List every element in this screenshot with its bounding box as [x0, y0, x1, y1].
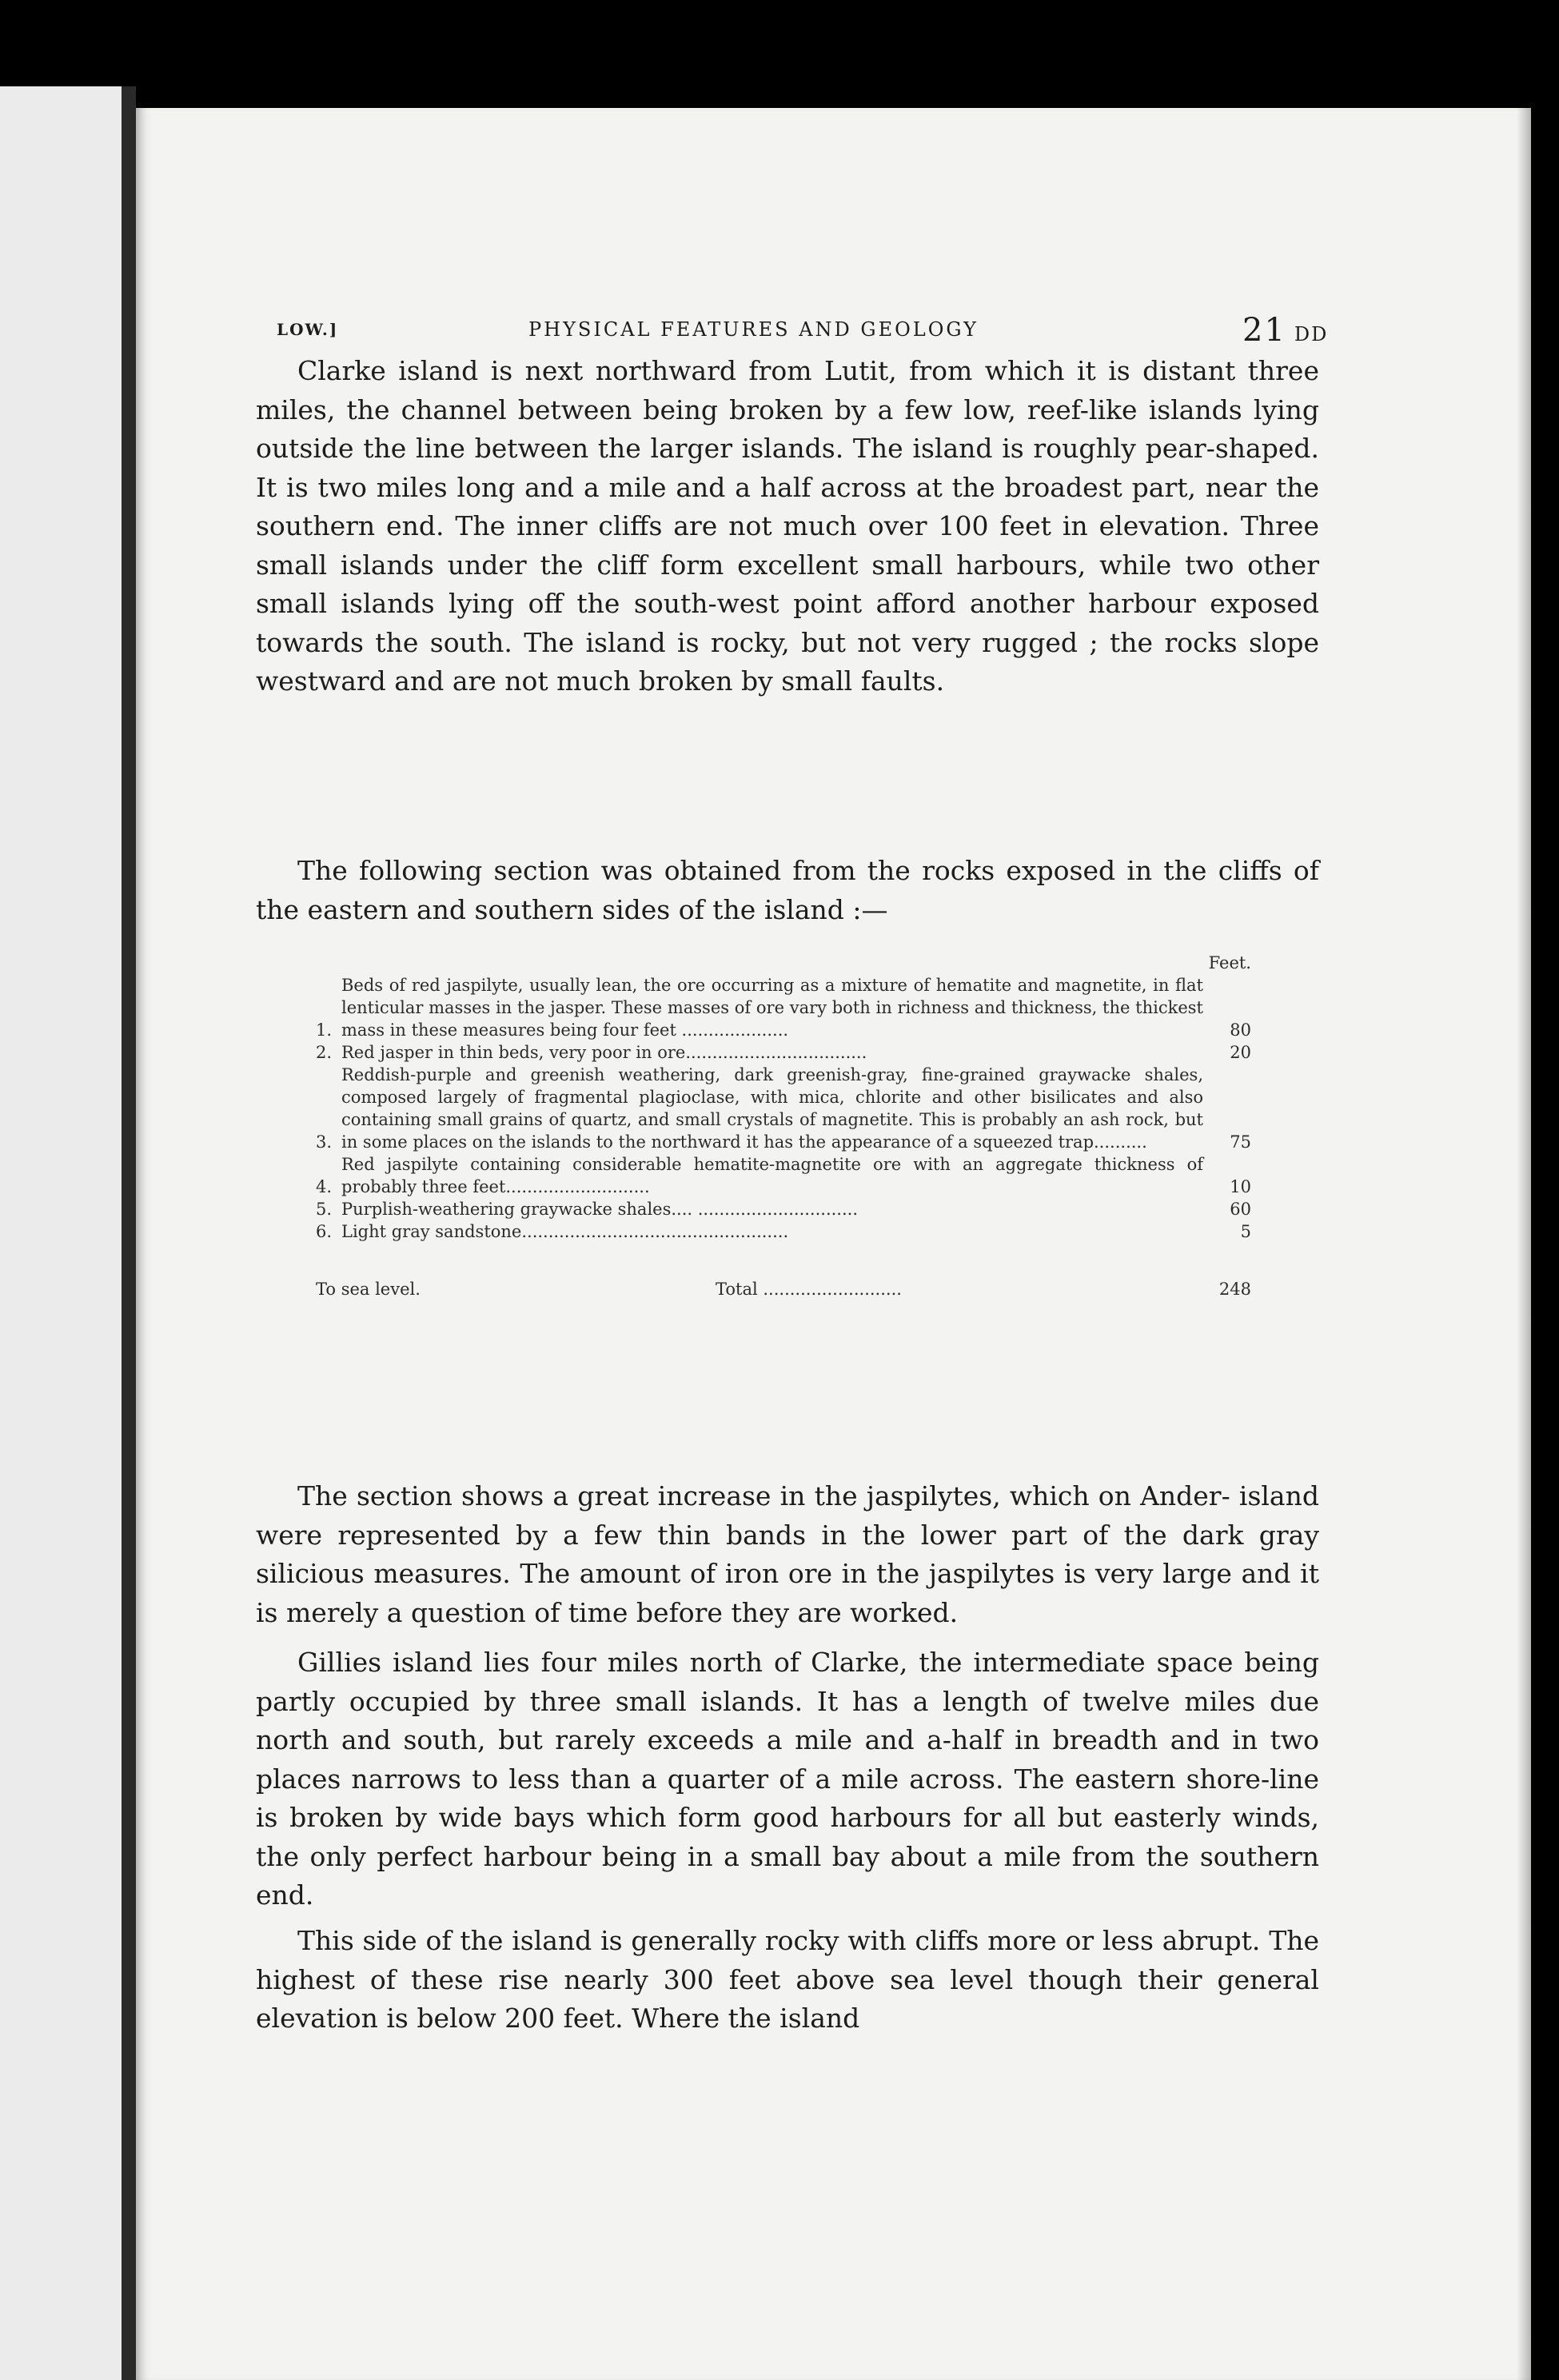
- row-description: Red jasper in thin beds, very poor in ore..................................: [341, 1043, 867, 1062]
- total-label: Total ..........................: [716, 1280, 902, 1299]
- row-feet: 60: [1230, 1200, 1251, 1219]
- row-description: Beds of red jaspilyte, usually lean, the ore occurring as a mixture of hematite and magnetite, in flat lenticular masses in the jasper. These masses of ore vary both in richness and thickness, the thickest mass in these measures being four feet ....................: [341, 976, 1203, 1040]
- paragraph-section-intro: The following section was obtained from the rocks exposed in the cliffs of the eastern and southern sides of the island :—: [256, 855, 1319, 925]
- row-feet: 20: [1230, 1043, 1251, 1062]
- section-row: [316, 1064, 1251, 1153]
- row-description: Reddish-purple and greenish weathering, dark greenish-gray, fine-grained graywacke shales, composed largely of fragmental plagioclase, with mica, chlorite and other bisilicates and also containing small grains of quartz, and small crystals of magnetite. This is probably an ash rock, but in some places on the islands to the northward it has the appearance of a squeezed trap..........: [341, 1065, 1203, 1152]
- paragraph-gillies-island: Gillies island lies four miles north of Clarke, the intermediate space being partly occupied by three small islands. It has a length of twelve miles due north and south, but rarely exceeds a mile and a-half in breadth and in two places narrows to less than a quarter of a mile across. The eastern shore-line is broken by wide bays which form good harbours for all but easterly winds, the only perfect harbour being in a small bay about a mile from the southern end.: [256, 1647, 1319, 1911]
- row-feet: 75: [1230, 1132, 1251, 1152]
- row-number: 3.: [316, 1132, 333, 1152]
- total-value: 248: [1218, 1280, 1251, 1299]
- row-description: Light gray sandstone..................................................: [341, 1222, 789, 1241]
- previous-page-edge: [0, 86, 122, 2380]
- section-row: [316, 1041, 1251, 1064]
- geologic-section-table: [316, 952, 1251, 1302]
- section-row: [316, 974, 1251, 1041]
- section-row: [316, 1220, 1251, 1243]
- paragraph-section-summary: The section shows a great increase in the jaspilytes, which on Ander- island were represented by a few thin bands in the lower part of the dark gray silicious measures. The amount of iron ore in the jaspilytes is very large and it is merely a question of time before they are worked.: [256, 1480, 1319, 1628]
- paragraph-clarke-island: Clarke island is next northward from Lutit, from which it is distant three miles, the channel between being broken by a few low, reef-like islands lying outside the line between the larger islands. The island is roughly pear-shaped. It is two miles long and a mile and a half across at the broadest part, near the southern end. The inner cliffs are not much over 100 feet in elevation. Three small islands under the cliff form excellent small harbours, while two other small islands lying off the south-west point afford another harbour exposed towards the south. The island is rocky, but not very rugged ; the rocks slope westward and are not much broken by small faults.: [256, 355, 1319, 697]
- page-gutter: [122, 86, 136, 2380]
- section-spacer: [316, 1243, 1251, 1278]
- header-author: LOW.]: [277, 320, 339, 339]
- section-total-row: [316, 1278, 1251, 1302]
- row-description: Purplish-weathering graywacke shales.... ..............................: [341, 1200, 859, 1219]
- row-number: 1.: [316, 1020, 333, 1040]
- running-header: [277, 312, 1329, 349]
- sea-level-note: To sea level.: [316, 1280, 421, 1299]
- row-description: Red jaspilyte containing considerable hematite-magnetite ore with an aggregate thickness of probably three feet...........................: [341, 1155, 1203, 1196]
- section-unit-label: Feet.: [1208, 953, 1251, 972]
- paragraph-gillies-cliffs: This side of the island is generally rocky with cliffs more or less abrupt. The highest of these rise nearly 300 feet above sea level though their general elevation is below 200 feet. Where the island: [256, 1925, 1319, 2034]
- row-number: 6.: [316, 1222, 333, 1241]
- page-number: [1242, 312, 1328, 349]
- page-number-suffix: DD: [1294, 323, 1329, 345]
- row-feet: 80: [1230, 1020, 1251, 1040]
- page-number-value: 21: [1242, 312, 1286, 349]
- header-title: PHYSICAL FEATURES AND GEOLOGY: [528, 318, 979, 341]
- section-row: [316, 1153, 1251, 1198]
- page-shadow: [1517, 108, 1531, 2380]
- row-feet: 5: [1240, 1222, 1251, 1241]
- row-number: 2.: [316, 1043, 333, 1062]
- section-row: [316, 1198, 1251, 1220]
- row-number: 4.: [316, 1177, 333, 1196]
- document-page: [136, 108, 1531, 2380]
- row-feet: 10: [1230, 1177, 1251, 1196]
- row-number: 5.: [316, 1200, 333, 1219]
